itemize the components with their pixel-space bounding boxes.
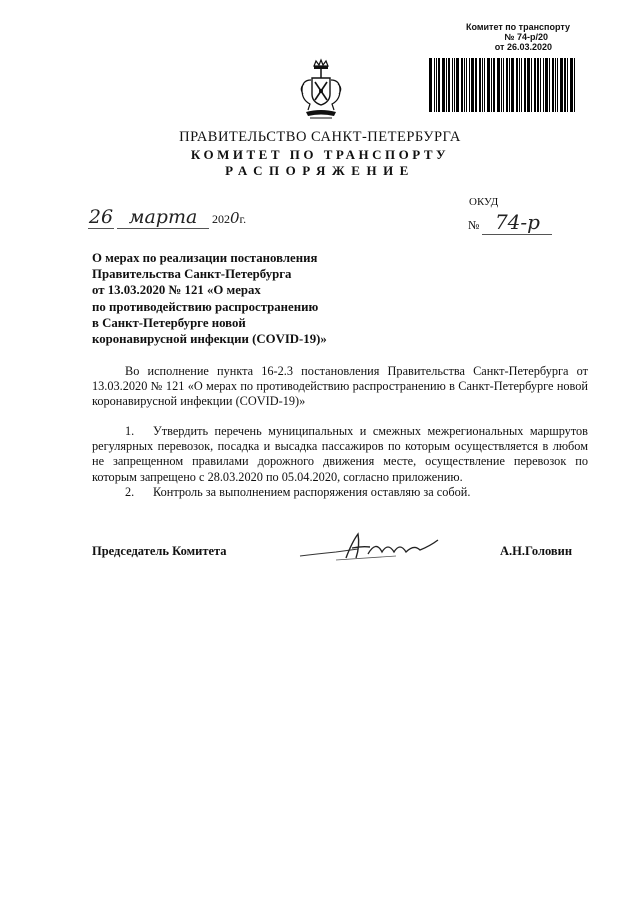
barcode-bar: [543, 58, 544, 112]
barcode-bar: [527, 58, 530, 112]
barcode-bar: [493, 58, 495, 112]
barcode-bar: [452, 58, 453, 112]
barcode-bar: [484, 58, 485, 112]
okud-label: ОКУД: [469, 196, 499, 208]
barcode-bar: [456, 58, 459, 112]
coat-of-arms-emblem: [296, 58, 346, 122]
barcode-bar: [564, 58, 566, 112]
barcode-bar: [448, 58, 450, 112]
barcode-bar: [531, 58, 532, 112]
barcode-bar: [555, 58, 556, 112]
item-text: Утвердить перечень муниципальных и смежных межрегиональных маршрутов регулярных перевозок, посадка и высадка пассажиров по которым осуществляется в любом не запрещенном правилами дорожного движения месте, осуществление перевозок по которым запрещено с 28.03.2020 по 05.04.2020, согласно приложению.: [92, 424, 588, 484]
decree-item-1: [92, 424, 588, 485]
barcode-bar: [567, 58, 568, 112]
item-number: 2.: [125, 484, 135, 499]
title-line: О мерах по реализации постановления: [92, 251, 318, 265]
registration-stamp: [440, 22, 570, 52]
signatory-position: Председатель Комитета: [92, 544, 227, 558]
stamp-line-2: № 74-р/20: [504, 32, 548, 42]
barcode-bar: [524, 58, 526, 112]
handwritten-signature: [296, 528, 456, 568]
stamp-line-3: от 26.03.2020: [494, 42, 552, 52]
barcode-bar: [521, 58, 522, 112]
number-value: 74-р: [482, 210, 552, 235]
barcode-bar: [501, 58, 502, 112]
barcode: [429, 58, 579, 112]
barcode-bar: [436, 58, 437, 112]
barcode-bar: [540, 58, 541, 112]
title-line: Правительства Санкт-Петербурга: [92, 267, 292, 282]
title-line: коронавирусной инфекции (COVID-19)»: [92, 332, 327, 347]
barcode-bar: [503, 58, 504, 112]
number-prefix: №: [468, 218, 480, 232]
barcode-bar: [552, 58, 554, 112]
signatory-name: А.Н.Головин: [500, 544, 573, 558]
stamp-line-1: Комитет по транспорту: [465, 22, 570, 32]
barcode-bar: [537, 58, 539, 112]
barcode-bar: [469, 58, 470, 112]
barcode-bar: [560, 58, 563, 112]
document-number: [468, 210, 552, 235]
barcode-bar: [519, 58, 520, 112]
date-year-hand: 0: [230, 209, 240, 227]
barcode-bar: [464, 58, 465, 112]
document-title: [92, 250, 422, 347]
barcode-bar: [497, 58, 500, 112]
decree-items: [92, 424, 588, 500]
title-line: по противодействию распространению: [92, 299, 319, 314]
date-month: марта: [117, 206, 209, 229]
barcode-bar: [482, 58, 483, 112]
barcode-bar: [475, 58, 477, 112]
barcode-bar: [509, 58, 510, 112]
item-text: Контроль за выполнением распоряжения оставляю за собой.: [153, 484, 471, 499]
barcode-bar: [570, 58, 573, 112]
title-line: от 13.03.2020 № 121 «О мерах: [92, 283, 261, 298]
barcode-bar: [574, 58, 575, 112]
barcode-bar: [438, 58, 440, 112]
barcode-bar: [516, 58, 518, 112]
barcode-bar: [487, 58, 490, 112]
barcode-bar: [471, 58, 474, 112]
barcode-bar: [511, 58, 514, 112]
barcode-bar: [479, 58, 481, 112]
preamble: [92, 364, 588, 410]
barcode-bar: [461, 58, 463, 112]
barcode-bar: [545, 58, 548, 112]
barcode-bar: [549, 58, 550, 112]
doc-type-heading: РАСПОРЯЖЕНИЕ: [225, 163, 415, 178]
item-number: 1.: [125, 424, 135, 438]
date-suffix: г.: [239, 212, 247, 226]
date-year-prefix: 202: [212, 212, 230, 226]
date-day: 26: [88, 206, 114, 228]
barcode-bar: [506, 58, 508, 112]
org-heading: ПРАВИТЕЛЬСТВО САНКТ-ПЕТЕРБУРГА: [179, 129, 461, 145]
barcode-bar: [429, 58, 432, 112]
barcode-bar: [454, 58, 455, 112]
barcode-bar: [466, 58, 467, 112]
barcode-bar: [434, 58, 435, 112]
barcode-bar: [491, 58, 492, 112]
preamble-text: Во исполнение пункта 16-2.3 постановления Правительства Санкт-Петербурга от 13.03.2020 № 121 «О мерах по противодействию распространению в Санкт-Петербурге новой коронавирусной инфекции (COVID-19)»: [92, 364, 588, 409]
committee-heading: КОМИТЕТ ПО ТРАНСПОРТУ: [190, 147, 450, 162]
document-date: [88, 206, 246, 229]
barcode-bar: [534, 58, 536, 112]
barcode-bar: [446, 58, 447, 112]
barcode-bar: [442, 58, 445, 112]
decree-item-2: [92, 485, 588, 500]
title-line: в Санкт-Петербурге новой: [92, 315, 246, 330]
barcode-bar: [557, 58, 558, 112]
